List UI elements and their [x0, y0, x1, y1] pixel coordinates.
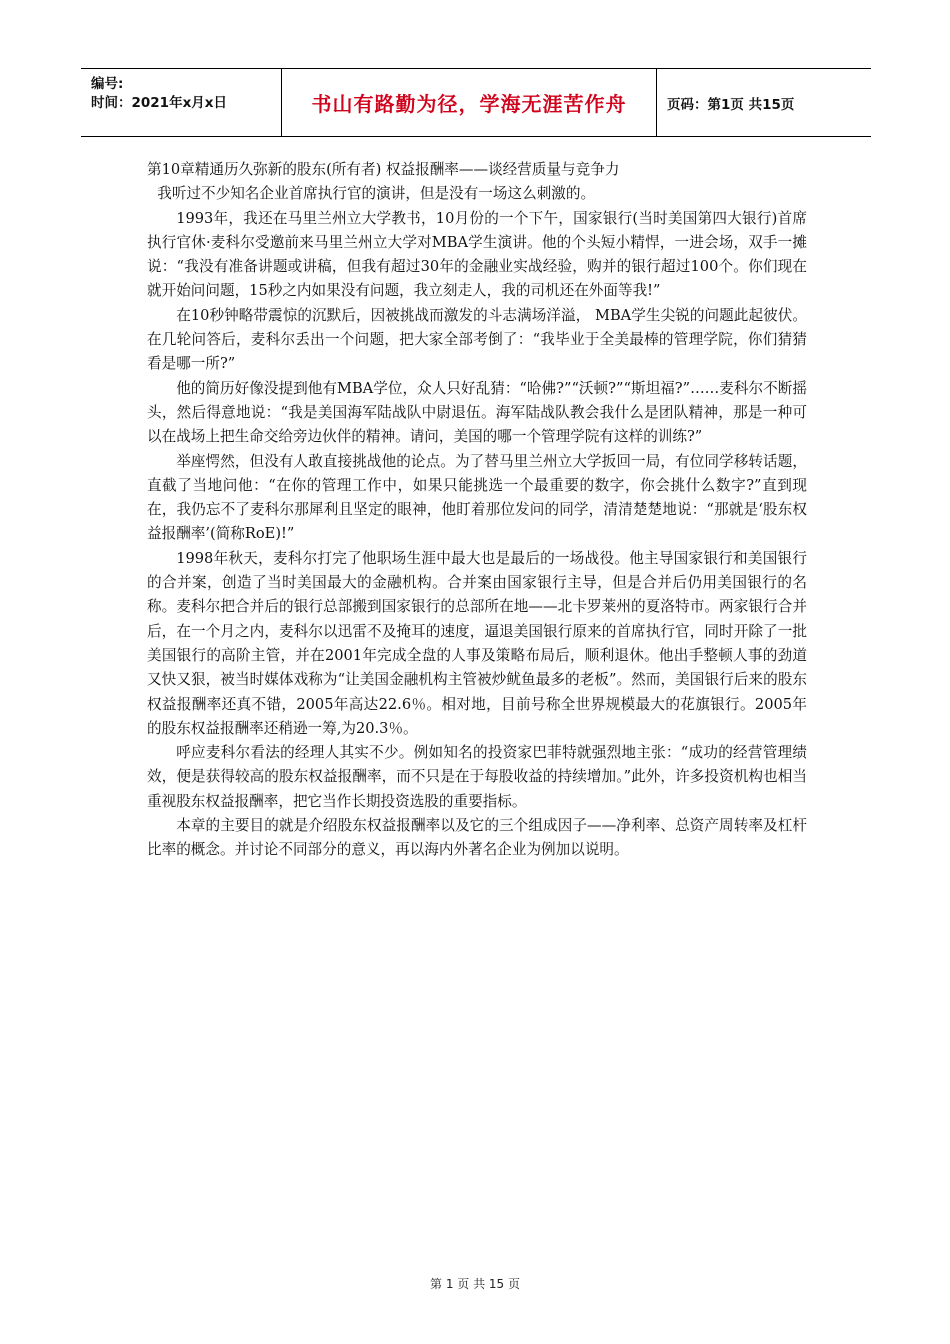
- paragraph: 举座愕然，但没有人敢直接挑战他的论点。为了替马里兰州立大学扳回一局，有位同学移转话题，直截了当地问他：“在你的管理工作中，如果只能挑选一个最重要的数字，你会挑什么数字?”直到现在，我仍忘不了麦科尔那犀利且坚定的眼神，他盯着那位发问的同学，清清楚楚地说：“那就是‘股东权益报酬率’(简称RoE)!”: [147, 452, 807, 543]
- motto: 书山有路勤为径，学海无涯苦作舟: [282, 69, 657, 136]
- page-info: 页码：第1页 共15页: [667, 96, 795, 113]
- paragraph: 1998年秋天，麦科尔打完了他职场生涯中最大也是最后的一场战役。他主导国家银行和美国银行的合并案，创造了当时美国最大的金融机构。合并案由国家银行主导，但是合并后仍用美国银行的名称。麦科尔把合并后的银行总部搬到国家银行的总部所在地——北卡罗莱州的夏洛特市。两家银行合并后，在一个月之内，麦科尔以迅雷不及掩耳的速度，逼退美国银行原来的首席执行官，同时开除了一批美国银行的高阶主管，并在2001年完成全盘的人事及策略布局后，顺利退休。他出手整顿人事的劲道又快又狠，被当时媒体戏称为“让美国金融机构主管被炒鱿鱼最多的老板”。然而，美国银行后来的股东权益报酬率还真不错，2005年高达22.6％。相对地，目前号称全世界规模最大的花旗银行。2005年的股东权益报酬率还稍逊一筹,为20.3％。: [147, 549, 807, 737]
- paragraph: 1993年，我还在马里兰州立大学教书，10月份的一个下午，国家银行(当时美国第四大银行)首席执行官休·麦科尔受邀前来马里兰州立大学对MBA学生演讲。他的个头短小精悍，一进会场，双手一摊说：“我没有准备讲题或讲稿，但我有超过30年的金融业实战经验，购并的银行超过100个。你们现在就开始问问题，15秒之内如果没有问题，我立刻走人，我的司机还在外面等我!”: [147, 209, 807, 300]
- paragraph: 在10秒钟略带震惊的沉默后，因被挑战而激发的斗志满场洋溢， MBA学生尖锐的问题此起彼伏。在几轮问答后，麦科尔丢出一个问题，把大家全部考倒了：“我毕业于全美最棒的管理学院，你们猜猜看是哪一所?”: [147, 306, 807, 373]
- paragraph: 呼应麦科尔看法的经理人其实不少。例如知名的投资家巴菲特就强烈地主张：“成功的经营管理绩效，便是获得较高的股东权益报酬率，而不只是在于每股收益的持续增加。”此外，许多投资机构也相当重视股东权益报酬率，把它当作长期投资选股的重要指标。: [147, 744, 807, 810]
- paragraph: 他的简历好像没提到他有MBA学位，众人只好乱猜：“哈佛?”“沃顿?”“斯坦福?”……麦科尔不断摇头，然后得意地说：“我是美国海军陆战队中尉退伍。海军陆战队教会我什么是团队精神，那是一种可以在战场上把生命交给旁边伙伴的精神。请问，美国的哪一个管理学院有这样的训练?”: [147, 379, 807, 446]
- time-label: 时间：2021年x月x日: [91, 95, 227, 111]
- document-header: [81, 68, 871, 137]
- paragraph: 我听过不少知名企业首席执行官的演讲，但是没有一场这么刺激的。: [157, 185, 596, 203]
- number-label: 编号:: [91, 76, 124, 92]
- article-body: [147, 158, 807, 863]
- chapter-title: 第10章精通历久弥新的股东(所有者) 权益报酬率——谈经营质量与竞争力: [147, 161, 620, 178]
- page-footer: 第 1 页 共 15 页: [430, 1277, 520, 1291]
- header-meta: [81, 69, 282, 136]
- paragraph: 本章的主要目的就是介绍股东权益报酬率以及它的三个组成因子——净利率、总资产周转率及杠杆比率的概念。并讨论不同部分的意义，再以海内外著名企业为例加以说明。: [147, 817, 807, 859]
